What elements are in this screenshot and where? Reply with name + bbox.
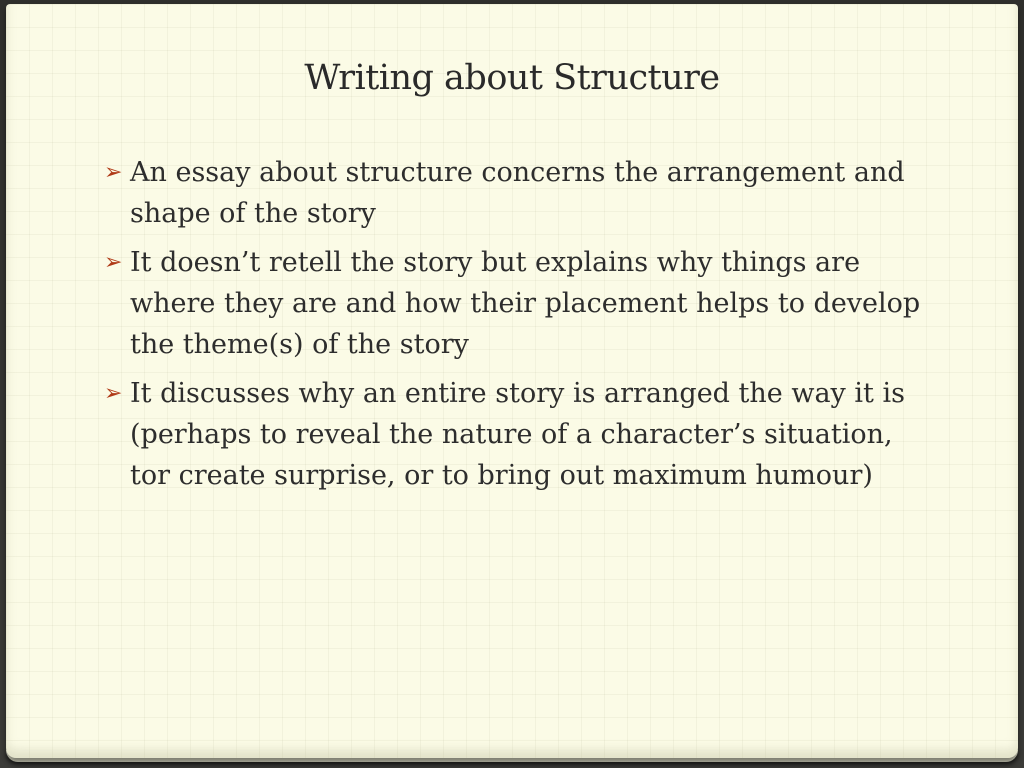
bullet-text: It discusses why an entire story is arranged the way it is (perhaps to reveal the nature of a character’s situation, tor create surprise, or to bring out maximum humour) bbox=[130, 378, 905, 491]
slide-title: Writing about Structure bbox=[304, 58, 720, 98]
arrow-bullet-icon: ➢ bbox=[104, 381, 123, 406]
bullet-list bbox=[104, 152, 924, 504]
bullet-item bbox=[104, 242, 924, 365]
arrow-bullet-icon: ➢ bbox=[104, 250, 123, 275]
bullet-item bbox=[104, 373, 924, 496]
bullet-item bbox=[104, 152, 924, 234]
bullet-text: An essay about structure concerns the arrangement and shape of the story bbox=[130, 157, 905, 229]
bullet-text: It doesn’t retell the story but explains why things are where they are and how their placement helps to develop the theme(s) of the story bbox=[130, 247, 921, 360]
arrow-bullet-icon: ➢ bbox=[104, 160, 123, 185]
